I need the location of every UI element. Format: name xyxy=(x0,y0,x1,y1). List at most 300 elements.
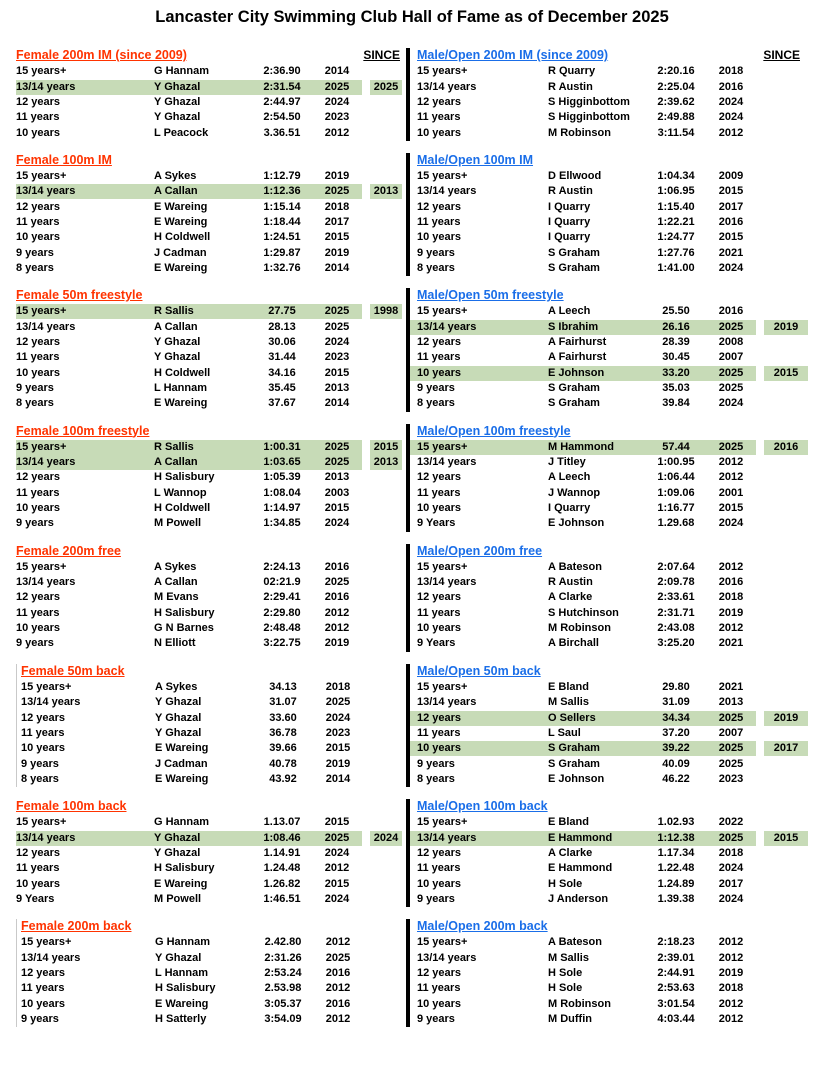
record-year: 2019 xyxy=(718,606,744,619)
record-time: 1:06.95 xyxy=(657,185,695,198)
record-row xyxy=(410,575,808,590)
record-year: 2012 xyxy=(718,951,744,964)
since-column-header: SINCE xyxy=(363,48,400,62)
record-time: 31.44 xyxy=(268,351,296,364)
record-year: 2024 xyxy=(324,517,350,530)
section-title: Male/Open 100m back xyxy=(417,799,548,814)
record-time: 3:22.75 xyxy=(263,637,301,650)
swimmer-name: G N Barnes xyxy=(154,622,214,635)
age-group-label: 9 Years xyxy=(16,892,55,905)
swimmer-name: A Sykes xyxy=(155,680,198,693)
record-year: 2007 xyxy=(718,351,744,364)
record-year: 2023 xyxy=(325,726,351,739)
age-group-label: 13/14 years xyxy=(16,831,154,846)
swimmer-name: S Higginbottom xyxy=(548,95,630,108)
swimmer-name: Y Ghazal xyxy=(154,80,252,95)
record-year: 2019 xyxy=(324,246,350,259)
since-column-header: SINCE xyxy=(763,48,800,62)
section-title: Female 100m freestyle xyxy=(16,423,150,438)
record-year: 2012 xyxy=(324,606,350,619)
swimmer-name: S Ibrahim xyxy=(548,320,646,335)
record-time: 1:34.85 xyxy=(263,517,301,530)
swimmer-name: Y Ghazal xyxy=(155,726,202,739)
age-group-label: 11 years xyxy=(16,862,60,875)
section-header xyxy=(410,48,808,64)
record-time: 1:03.65 xyxy=(252,455,312,470)
record-time: 1.22.48 xyxy=(657,862,695,875)
record-row xyxy=(410,680,808,695)
section-title: Male/Open 200m IM (since 2009) xyxy=(417,48,609,62)
swimmer-name: H Satterly xyxy=(155,1013,207,1026)
swimmer-name: H Coldwell xyxy=(154,231,211,244)
section-title: Male/Open 50m back xyxy=(417,663,541,678)
swimmer-name: D Ellwood xyxy=(548,169,602,182)
swimmer-name: Y Ghazal xyxy=(155,696,202,709)
section-title: Female 50m freestyle xyxy=(16,288,143,303)
age-group-label: 15 years+ xyxy=(16,816,67,829)
record-year: 2016 xyxy=(718,305,744,318)
record-time: 33.20 xyxy=(646,366,706,381)
age-group-label: 13/14 years xyxy=(21,696,81,709)
record-row xyxy=(16,245,402,260)
record-row xyxy=(410,230,808,245)
age-group-label: 10 years xyxy=(16,502,61,515)
record-year: 2024 xyxy=(324,892,350,905)
swimmer-name: A Clarke xyxy=(548,591,593,604)
record-row xyxy=(16,230,402,245)
swimmer-name: S Graham xyxy=(548,741,646,756)
record-year: 2025 xyxy=(706,366,756,381)
record-time: 1:08.46 xyxy=(252,831,312,846)
age-group-label: 10 years xyxy=(21,742,66,755)
record-row xyxy=(17,741,402,756)
event-section xyxy=(406,544,808,652)
swimmer-name: M Robinson xyxy=(548,997,611,1010)
record-year: 2025 xyxy=(718,382,744,395)
swimmer-name: L Hannam xyxy=(154,382,207,395)
age-group-label: 12 years xyxy=(417,846,462,859)
record-since-value: 2024 xyxy=(370,831,402,846)
record-year: 2017 xyxy=(718,877,744,890)
age-group-label: 15 years+ xyxy=(21,936,72,949)
record-row xyxy=(410,726,808,741)
record-row xyxy=(17,1012,402,1027)
record-year: 2025 xyxy=(706,711,756,726)
record-year: 2013 xyxy=(324,471,350,484)
record-time: 1:06.44 xyxy=(657,471,695,484)
swimmer-name: H Salisbury xyxy=(154,471,215,484)
record-year: 2019 xyxy=(325,757,351,770)
age-group-label: 12 years xyxy=(417,200,462,213)
record-year: 2025 xyxy=(312,80,362,95)
record-row xyxy=(16,79,402,94)
record-row xyxy=(16,64,402,79)
section-title: Female 50m back xyxy=(21,663,125,678)
swimmer-name: E Johnson xyxy=(548,517,605,530)
section-header xyxy=(17,919,402,935)
age-group-label: 12 years xyxy=(16,471,61,484)
age-group-label: 15 years+ xyxy=(16,169,67,182)
event-section xyxy=(16,424,402,532)
section-title: Male/Open 100m freestyle xyxy=(417,423,571,438)
record-year: 2012 xyxy=(718,936,744,949)
record-year: 2024 xyxy=(718,111,744,124)
swimmer-name: H Coldwell xyxy=(154,366,211,379)
record-year: 2024 xyxy=(718,862,744,875)
record-time: 2:31.54 xyxy=(252,80,312,95)
age-group-label: 11 years xyxy=(16,486,60,499)
record-year: 2014 xyxy=(324,65,350,78)
section-header xyxy=(16,288,402,304)
record-year: 2025 xyxy=(324,576,350,589)
record-year: 2012 xyxy=(325,982,351,995)
record-row xyxy=(16,184,402,199)
record-year: 2016 xyxy=(324,560,350,573)
record-since-value: 2015 xyxy=(370,440,402,455)
record-time: 1:46.51 xyxy=(263,892,301,905)
record-time: 2:53.24 xyxy=(264,966,302,979)
record-row xyxy=(410,876,808,891)
record-year: 2012 xyxy=(718,560,744,573)
record-year: 2018 xyxy=(718,591,744,604)
swimmer-name: M Hammond xyxy=(548,440,646,455)
record-time: 2:54.50 xyxy=(263,111,301,124)
record-row xyxy=(410,590,808,605)
age-group-label: 9 years xyxy=(16,637,54,650)
swimmer-name: M Evans xyxy=(154,591,199,604)
record-row xyxy=(17,695,402,710)
record-time: 1:14.97 xyxy=(263,502,301,515)
event-section xyxy=(406,664,808,787)
record-year: 2012 xyxy=(718,622,744,635)
male-open-records-column xyxy=(406,48,808,1039)
record-year: 2014 xyxy=(325,772,351,785)
record-time: 46.22 xyxy=(662,772,690,785)
record-year: 2018 xyxy=(718,846,744,859)
record-year: 2017 xyxy=(324,215,350,228)
age-group-label: 11 years xyxy=(417,215,461,228)
record-row xyxy=(16,381,402,396)
record-year: 2025 xyxy=(718,757,744,770)
event-section xyxy=(16,288,402,411)
record-since-value: 2025 xyxy=(370,80,402,95)
record-row xyxy=(17,935,402,950)
record-year: 2015 xyxy=(324,816,350,829)
record-time: 28.39 xyxy=(662,335,690,348)
record-time: 37.67 xyxy=(268,397,296,410)
section-header xyxy=(16,153,402,169)
record-row xyxy=(17,726,402,741)
records-grid xyxy=(16,48,808,1039)
swimmer-name: J Anderson xyxy=(548,892,609,905)
age-group-label: 11 years xyxy=(16,215,60,228)
swimmer-name: H Sole xyxy=(548,966,583,979)
record-time: 1:29.87 xyxy=(263,246,301,259)
age-group-label: 8 years xyxy=(21,772,59,785)
record-time: 1:16.77 xyxy=(657,502,695,515)
record-year: 2012 xyxy=(718,456,744,469)
record-row xyxy=(410,470,808,485)
swimmer-name: S Graham xyxy=(548,261,600,274)
record-time: 2:49.88 xyxy=(657,111,695,124)
age-group-label: 13/14 years xyxy=(410,320,548,335)
record-time: 39.84 xyxy=(662,397,690,410)
age-group-label: 10 years xyxy=(417,997,462,1010)
record-year: 2018 xyxy=(325,680,351,693)
swimmer-name: L Hannam xyxy=(155,966,208,979)
record-year: 2023 xyxy=(324,111,350,124)
swimmer-name: M Sallis xyxy=(548,696,589,709)
section-header xyxy=(410,153,808,169)
record-time: 2:39.62 xyxy=(657,95,695,108)
age-group-label: 8 years xyxy=(16,261,54,274)
record-year: 2024 xyxy=(718,397,744,410)
swimmer-name: A Sykes xyxy=(154,169,197,182)
record-year: 2024 xyxy=(324,95,350,108)
age-group-label: 9 years xyxy=(16,246,54,259)
event-section xyxy=(16,664,402,787)
record-row xyxy=(410,381,808,396)
swimmer-name: M Robinson xyxy=(548,126,611,139)
age-group-label: 10 years xyxy=(21,997,66,1010)
swimmer-name: M Powell xyxy=(154,892,202,905)
record-year: 2025 xyxy=(325,696,351,709)
age-group-label: 8 years xyxy=(417,772,455,785)
record-year: 2012 xyxy=(718,126,744,139)
record-time: 3:05.37 xyxy=(264,997,302,1010)
record-time: 1.29.68 xyxy=(657,517,695,530)
record-year: 2015 xyxy=(324,366,350,379)
record-year: 2019 xyxy=(324,169,350,182)
swimmer-name: Y Ghazal xyxy=(154,351,201,364)
record-row xyxy=(410,756,808,771)
record-year: 2017 xyxy=(718,200,744,213)
swimmer-name: L Peacock xyxy=(154,126,209,139)
age-group-label: 15 years+ xyxy=(410,440,548,455)
age-group-label: 12 years xyxy=(417,335,462,348)
record-time: 31.07 xyxy=(269,696,297,709)
age-group-label: 13/14 years xyxy=(417,576,477,589)
swimmer-name: E Wareing xyxy=(154,215,208,228)
swimmer-name: J Titley xyxy=(548,456,586,469)
record-row xyxy=(17,680,402,695)
record-time: 2:39.01 xyxy=(657,951,695,964)
age-group-label: 10 years xyxy=(417,126,462,139)
record-row xyxy=(410,621,808,636)
record-row xyxy=(16,110,402,125)
record-row xyxy=(17,981,402,996)
age-group-label: 15 years+ xyxy=(417,169,468,182)
record-year: 2012 xyxy=(718,471,744,484)
record-row xyxy=(16,366,402,381)
swimmer-name: M Duffin xyxy=(548,1013,592,1026)
record-time: 29.80 xyxy=(662,680,690,693)
age-group-label: 11 years xyxy=(16,606,60,619)
record-time: 26.16 xyxy=(646,320,706,335)
swimmer-name: A Leech xyxy=(548,471,591,484)
record-year: 2016 xyxy=(325,966,351,979)
section-title: Male/Open 100m IM xyxy=(417,152,534,167)
swimmer-name: E Wareing xyxy=(155,772,209,785)
age-group-label: 8 years xyxy=(417,397,455,410)
age-group-label: 15 years+ xyxy=(16,560,67,573)
record-year: 2024 xyxy=(718,517,744,530)
record-row xyxy=(410,981,808,996)
record-year: 2025 xyxy=(312,455,362,470)
age-group-label: 11 years xyxy=(417,111,461,124)
record-year: 2022 xyxy=(718,816,744,829)
record-time: 2:31.71 xyxy=(657,606,695,619)
swimmer-name: E Wareing xyxy=(154,200,208,213)
record-row xyxy=(410,199,808,214)
record-time: 2:25.04 xyxy=(657,80,695,93)
section-title: Male/Open 50m freestyle xyxy=(417,288,564,303)
record-time: 2:36.90 xyxy=(263,65,301,78)
record-row xyxy=(16,396,402,411)
age-group-label: 15 years+ xyxy=(16,65,67,78)
swimmer-name: Y Ghazal xyxy=(155,711,202,724)
record-time: 3:01.54 xyxy=(657,997,695,1010)
record-row xyxy=(17,950,402,965)
swimmer-name: M Robinson xyxy=(548,622,611,635)
record-year: 2012 xyxy=(324,862,350,875)
record-year: 2023 xyxy=(718,772,744,785)
swimmer-name: H Salisbury xyxy=(155,982,216,995)
record-time: 2:18.23 xyxy=(657,936,695,949)
swimmer-name: M Sallis xyxy=(548,951,589,964)
event-section xyxy=(16,153,402,276)
swimmer-name: I Quarry xyxy=(548,200,591,213)
record-row xyxy=(410,486,808,501)
record-year: 2016 xyxy=(718,576,744,589)
age-group-label: 12 years xyxy=(417,471,462,484)
record-time: 1.17.34 xyxy=(657,846,695,859)
record-time: 25.50 xyxy=(662,305,690,318)
swimmer-name: R Quarry xyxy=(548,65,596,78)
record-since-value: 1998 xyxy=(370,304,402,319)
record-row xyxy=(410,184,808,199)
record-row xyxy=(410,997,808,1012)
record-row xyxy=(410,245,808,260)
record-year: 2019 xyxy=(324,637,350,650)
record-row xyxy=(16,215,402,230)
record-row xyxy=(16,846,402,861)
section-header xyxy=(16,544,402,560)
female-records-column xyxy=(16,48,402,1039)
record-row xyxy=(410,695,808,710)
record-time: 4:03.44 xyxy=(657,1013,695,1026)
record-row xyxy=(16,501,402,516)
age-group-label: 13/14 years xyxy=(417,185,477,198)
record-time: 39.22 xyxy=(646,741,706,756)
record-row xyxy=(16,815,402,830)
age-group-label: 12 years xyxy=(16,846,61,859)
record-time: 2:20.16 xyxy=(657,65,695,78)
record-time: 2:09.78 xyxy=(657,576,695,589)
age-group-label: 10 years xyxy=(16,231,61,244)
record-year: 2025 xyxy=(706,741,756,756)
record-time: 1:32.76 xyxy=(263,261,301,274)
section-header xyxy=(410,544,808,560)
record-row xyxy=(16,876,402,891)
section-title: Male/Open 200m back xyxy=(417,919,548,934)
record-year: 2016 xyxy=(324,591,350,604)
swimmer-name: I Quarry xyxy=(548,215,591,228)
record-row xyxy=(16,169,402,184)
record-row xyxy=(410,935,808,950)
age-group-label: 13/14 years xyxy=(16,576,76,589)
swimmer-name: Y Ghazal xyxy=(155,951,202,964)
swimmer-name: R Sallis xyxy=(154,304,252,319)
record-time: 2:24.13 xyxy=(263,560,301,573)
record-row xyxy=(410,79,808,94)
swimmer-name: O Sellers xyxy=(548,711,646,726)
record-time: 1.24.48 xyxy=(263,862,301,875)
age-group-label: 11 years xyxy=(417,351,461,364)
record-year: 2016 xyxy=(325,997,351,1010)
age-group-label: 9 years xyxy=(21,1013,59,1026)
swimmer-name: I Quarry xyxy=(548,231,591,244)
record-row xyxy=(16,470,402,485)
record-year: 2015 xyxy=(718,502,744,515)
age-group-label: 13/14 years xyxy=(410,831,548,846)
age-group-label: 10 years xyxy=(417,622,462,635)
age-group-label: 10 years xyxy=(16,126,61,139)
record-time: 40.78 xyxy=(269,757,297,770)
record-row xyxy=(17,710,402,725)
section-header xyxy=(17,664,402,680)
swimmer-name: S Higginbottom xyxy=(548,111,630,124)
age-group-label: 12 years xyxy=(417,966,462,979)
record-row xyxy=(16,892,402,907)
record-row xyxy=(410,350,808,365)
record-time: 3:25.20 xyxy=(657,637,695,650)
swimmer-name: A Sykes xyxy=(154,560,197,573)
record-year: 2024 xyxy=(718,892,744,905)
age-group-label: 11 years xyxy=(21,982,65,995)
record-time: 1:04.34 xyxy=(657,169,695,182)
record-row xyxy=(16,590,402,605)
section-title: Female 200m back xyxy=(21,919,132,934)
age-group-label: 9 years xyxy=(417,1013,455,1026)
swimmer-name: G Hannam xyxy=(154,65,210,78)
swimmer-name: J Cadman xyxy=(154,246,207,259)
record-row xyxy=(16,861,402,876)
swimmer-name: H Sole xyxy=(548,877,583,890)
record-row xyxy=(410,366,808,381)
record-time: 37.20 xyxy=(662,726,690,739)
swimmer-name: E Wareing xyxy=(154,397,208,410)
event-section xyxy=(16,919,402,1027)
record-time: 1.14.91 xyxy=(263,846,301,859)
record-row xyxy=(17,966,402,981)
record-year: 2025 xyxy=(706,320,756,335)
section-header xyxy=(410,664,808,680)
age-group-label: 11 years xyxy=(16,111,60,124)
record-row xyxy=(410,169,808,184)
record-year: 2018 xyxy=(718,65,744,78)
record-year: 2007 xyxy=(718,726,744,739)
age-group-label: 15 years+ xyxy=(16,440,154,455)
record-row xyxy=(410,95,808,110)
age-group-label: 15 years+ xyxy=(417,560,468,573)
record-time: 30.45 xyxy=(662,351,690,364)
record-row xyxy=(16,304,402,319)
record-time: 36.78 xyxy=(269,726,297,739)
record-row xyxy=(16,486,402,501)
swimmer-name: L Wannop xyxy=(154,486,207,499)
record-row xyxy=(16,560,402,575)
